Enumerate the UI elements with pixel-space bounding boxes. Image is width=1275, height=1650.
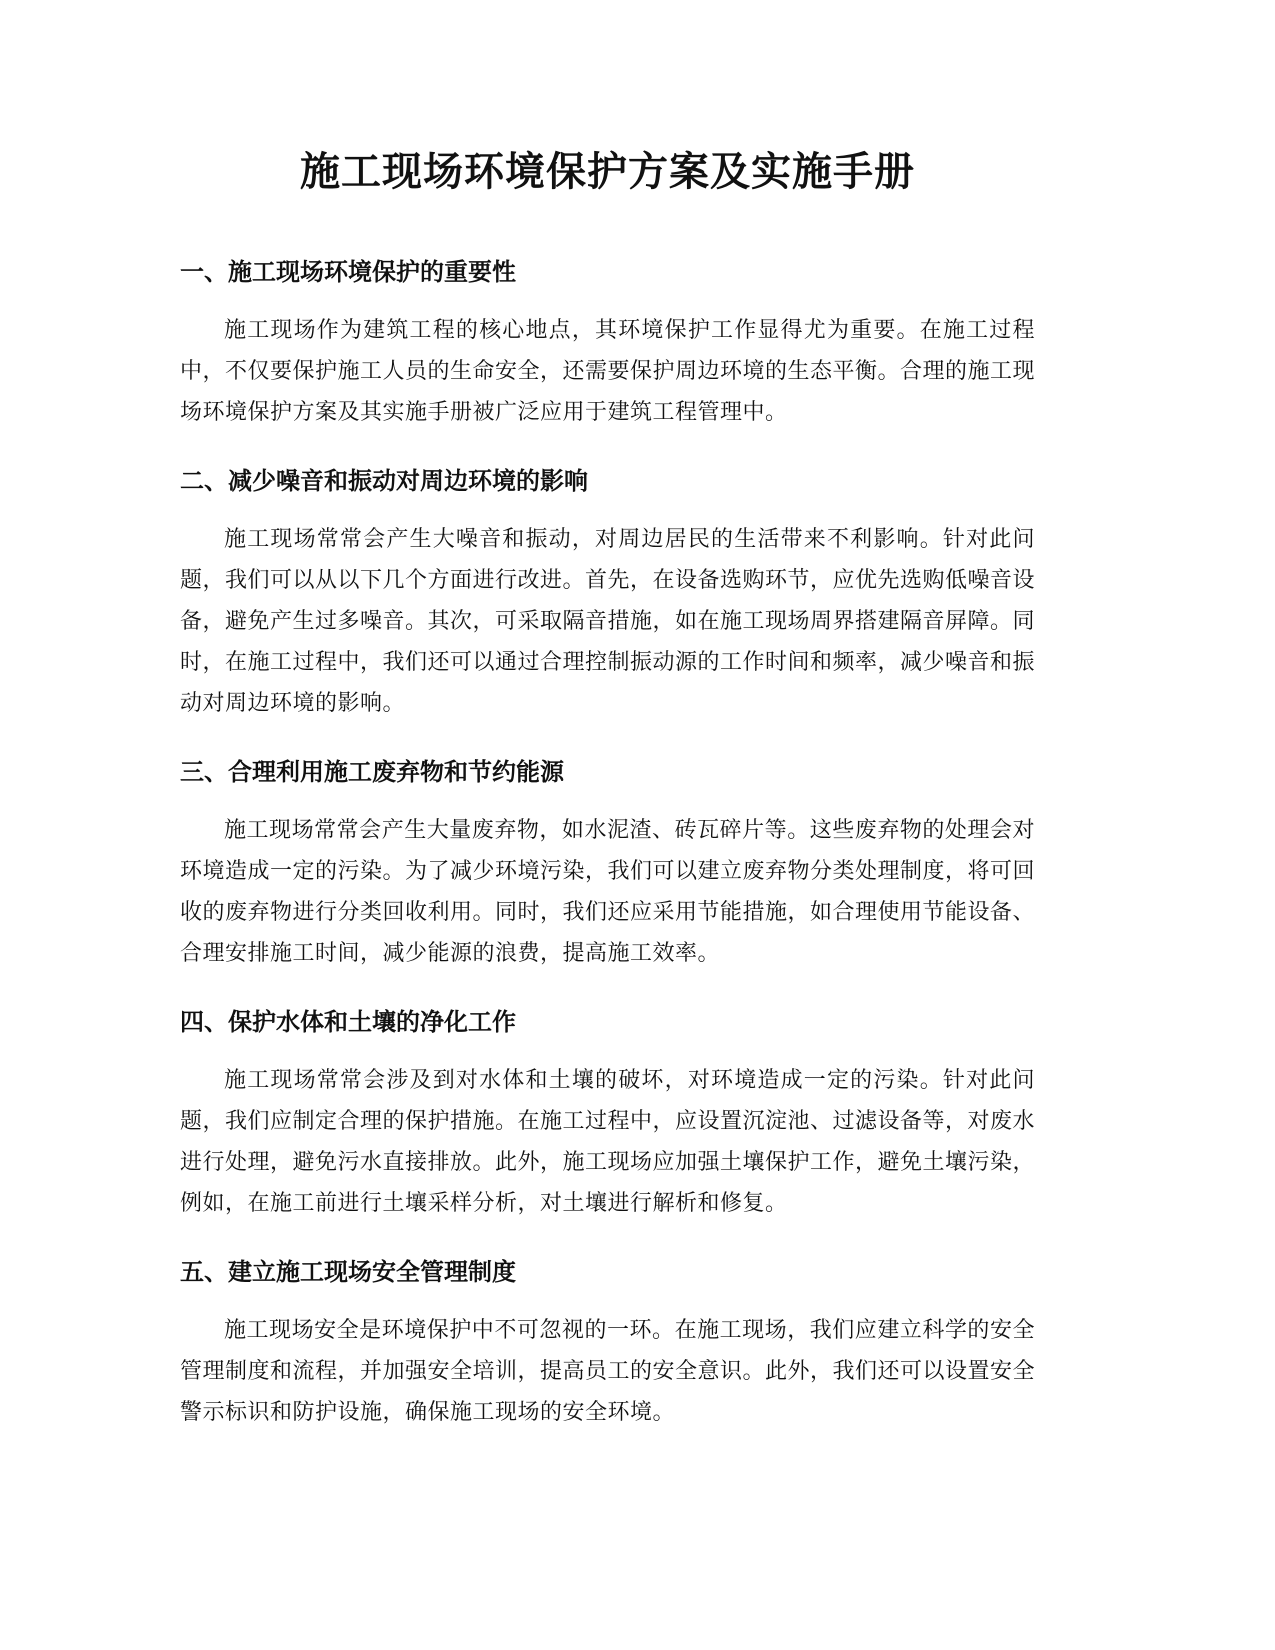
section-heading: 五、建立施工现场安全管理制度: [180, 1258, 516, 1286]
section-heading: 三、合理利用施工废弃物和节约能源: [180, 758, 564, 786]
section-heading: 二、减少噪音和振动对周边环境的影响: [180, 467, 588, 495]
section-noise-vibration: [180, 463, 1035, 724]
section-water-soil: [180, 1004, 1035, 1224]
section-heading: 一、施工现场环境保护的重要性: [180, 258, 516, 286]
section-paragraph: 施工现场作为建筑工程的核心地点，其环境保护工作显得尤为重要。在施工过程中，不仅要保护施工人员的生命安全，还需要保护周边环境的生态平衡。合理的施工现场环境保护方案及其实施手册被广泛应用于建筑工程管理中。: [180, 318, 1036, 425]
section-paragraph: 施工现场安全是环境保护中不可忽视的一环。在施工现场，我们应建立科学的安全管理制度和流程，并加强安全培训，提高员工的安全意识。此外，我们还可以设置安全警示标识和防护设施，确保施工现场的安全环境。: [180, 1318, 1036, 1425]
section-waste-energy: [180, 754, 1035, 974]
document-title: 施工现场环境保护方案及实施手册: [300, 149, 915, 195]
section-paragraph: 施工现场常常会产生大噪音和振动，对周边居民的生活带来不利影响。针对此问题，我们可以从以下几个方面进行改进。首先，在设备选购环节，应优先选购低噪音设备，避免产生过多噪音。其次，可采取隔音措施，如在施工现场周界搭建隔音屏障。同时，在施工过程中，我们还可以通过合理控制振动源的工作时间和频率，减少噪音和振动对周边环境的影响。: [180, 527, 1036, 716]
section-paragraph: 施工现场常常会涉及到对水体和土壤的破坏，对环境造成一定的污染。针对此问题，我们应制定合理的保护措施。在施工过程中，应设置沉淀池、过滤设备等，对废水进行处理，避免污水直接排放。此外，施工现场应加强土壤保护工作，避免土壤污染，例如，在施工前进行土壤采样分析，对土壤进行解析和修复。: [180, 1068, 1036, 1216]
section-paragraph: 施工现场常常会产生大量废弃物，如水泥渣、砖瓦碎片等。这些废弃物的处理会对环境造成一定的污染。为了减少环境污染，我们可以建立废弃物分类处理制度，将可回收的废弃物进行分类回收利用。同时，我们还应采用节能措施，如合理使用节能设备、合理安排施工时间，减少能源的浪费，提高施工效率。: [180, 818, 1036, 966]
section-safety-management: [180, 1254, 1035, 1433]
section-heading: 四、保护水体和土壤的净化工作: [180, 1008, 516, 1036]
document-page: [180, 140, 1035, 1463]
section-importance: [180, 254, 1035, 433]
